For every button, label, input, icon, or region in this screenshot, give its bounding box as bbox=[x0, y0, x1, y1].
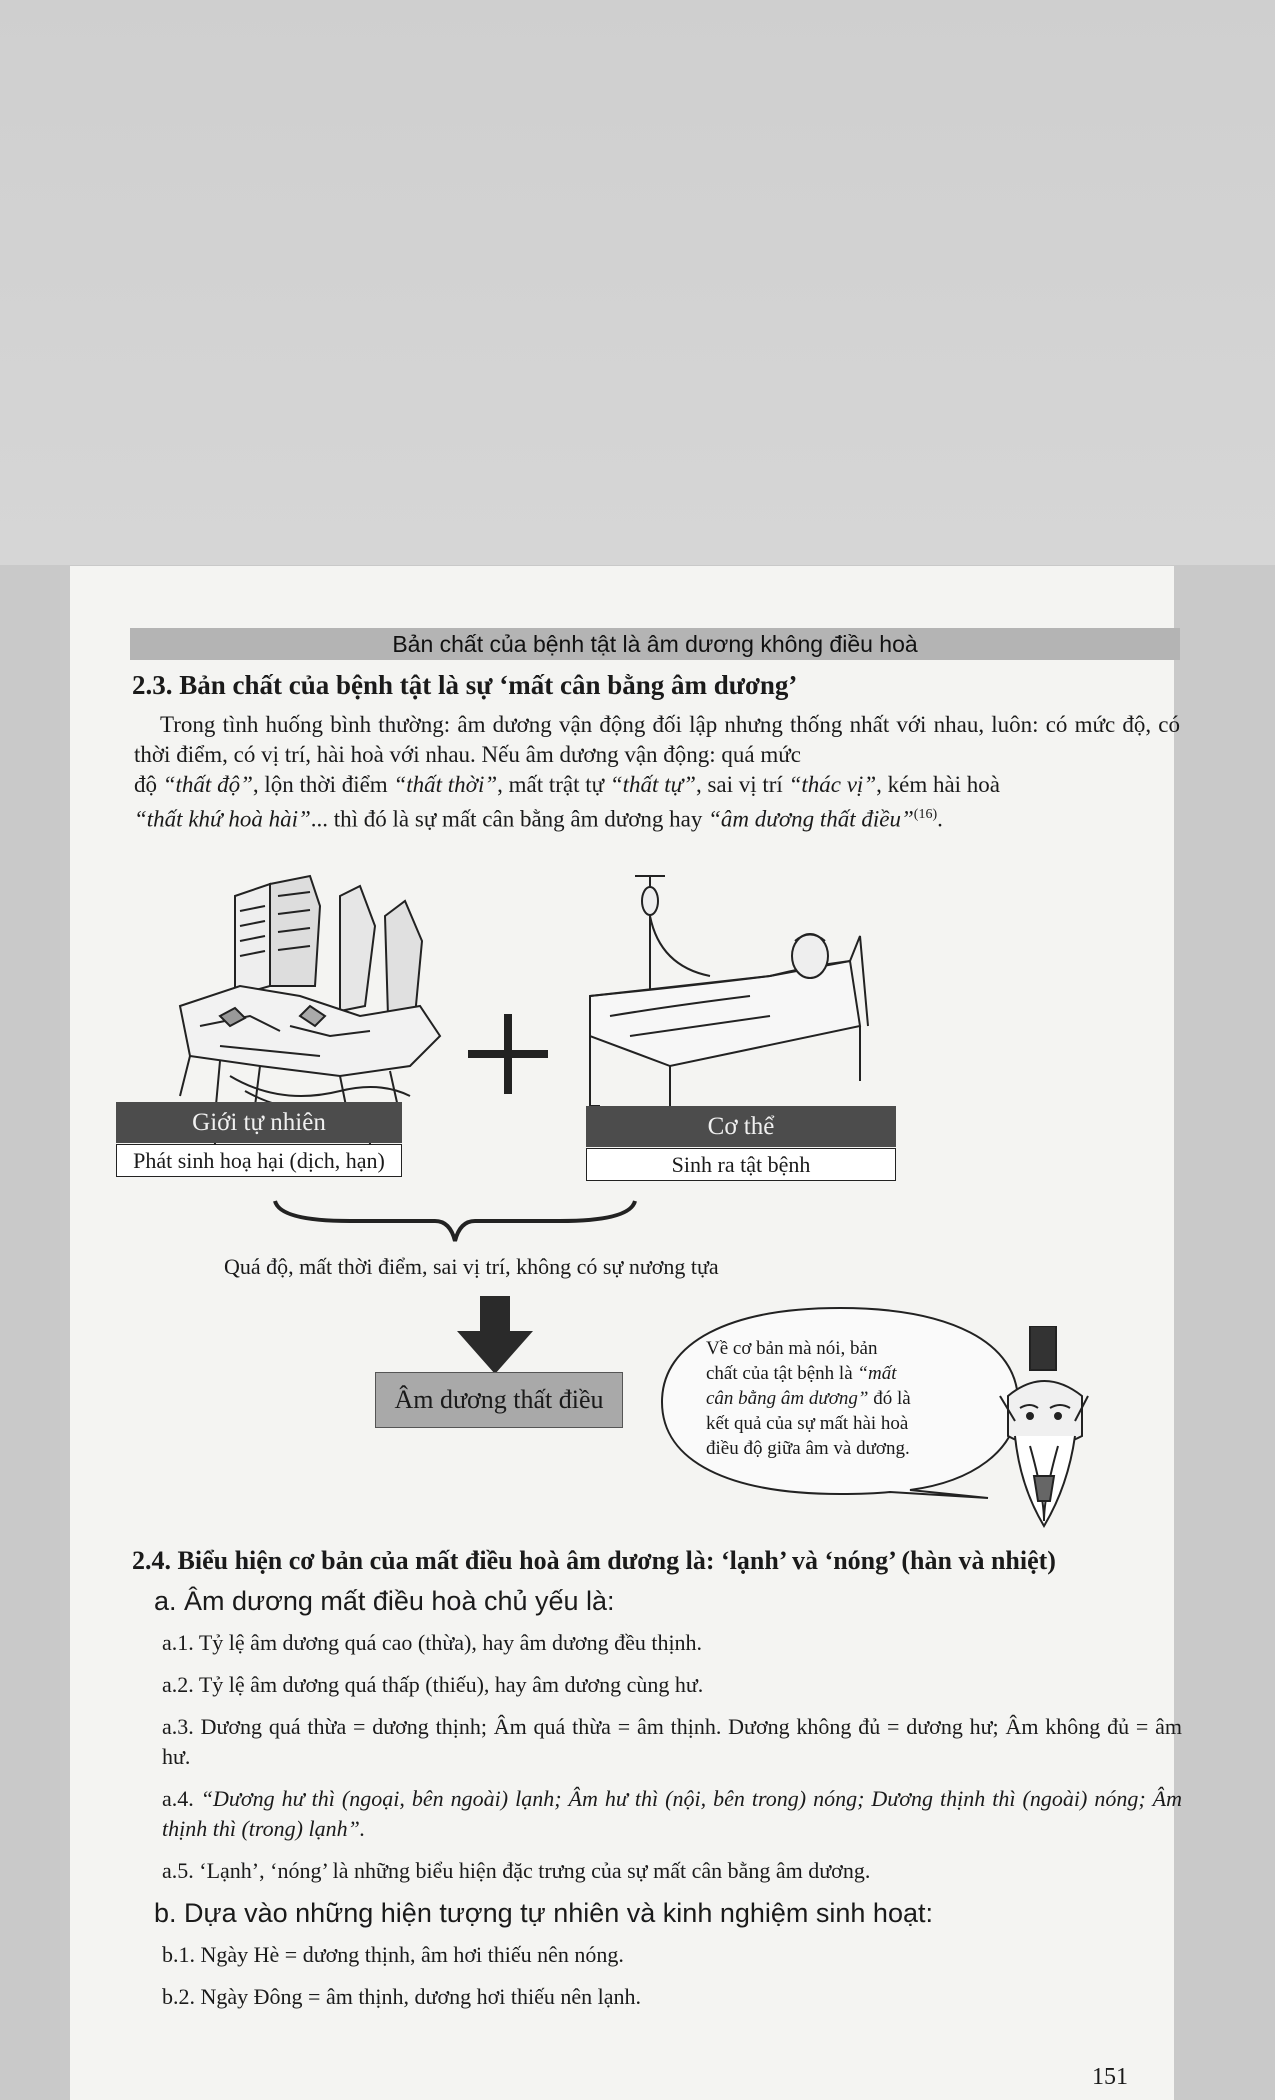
nature-title: Giới tự nhiên bbox=[116, 1102, 402, 1143]
down-arrow-icon bbox=[455, 1296, 535, 1376]
curly-brace-icon bbox=[270, 1196, 640, 1246]
nature-description: Phát sinh hoạ hại (dịch, hạn) bbox=[116, 1144, 402, 1177]
diagram-summary: Quá độ, mất thời điểm, sai vị trí, không có sự nương tựa bbox=[224, 1254, 719, 1279]
item-a3: a.3. Dương quá thừa = dương thịnh; Âm quá thừa = âm thịnh. Dương không đủ = dương hư; Âm không đủ = âm hư. bbox=[162, 1714, 1182, 1769]
section-2-3-heading: 2.3. Bản chất của bệnh tật là sự ‘mất cân bằng âm dương’ bbox=[132, 670, 798, 700]
list-a-title: a. Âm dương mất điều hoà chủ yếu là: bbox=[154, 1586, 615, 1616]
item-a4: a.4. “Dương hư thì (ngoại, bên ngoài) lạnh; Âm hư thì (nội, bên trong) nóng; Dương thịnh thì (ngoài) nóng; Âm thịnh thì (trong) lạnh”. bbox=[162, 1786, 1182, 1841]
result-box: Âm dương thất điều bbox=[375, 1372, 623, 1428]
item-b2: b.2. Ngày Đông = âm thịnh, dương hơi thiếu nên lạnh. bbox=[162, 1984, 641, 2009]
section-2-3-paragraph: Trong tình huống bình thường: âm dương vận động đối lập nhưng thống nhất với nhau, luôn: có mức độ, có thời điểm, có vị trí, hài hoà với nhau. Nếu âm dương vận động: quá mức độ “thất độ”, lộn thời điểm “thất thời”, mất trật tự “thất tự”, sai vị trí “thác vị”, kém hài hoà “thất khứ hoà hài”... thì đó là sự mất cân bằng âm dương hay “âm dương thất điều”$^{(16)}$. bbox=[134, 712, 1180, 832]
hospital-bed-illustration bbox=[570, 866, 870, 1116]
item-a2: a.2. Tỷ lệ âm dương quá thấp (thiếu), hay âm dương cùng hư. bbox=[162, 1672, 704, 1697]
bubble-text: Về cơ bản mà nói, bản chất của tật bệnh là “mất cân bằng âm dương” đó là kết quả của sự mất hài hoà điều độ giữa âm và dương. bbox=[706, 1338, 911, 1459]
item-a5: a.5. ‘Lạnh’, ‘nóng’ là những biểu hiện đặc trưng của sự mất cân bằng âm dương. bbox=[162, 1858, 871, 1883]
item-a1: a.1. Tỷ lệ âm dương quá cao (thừa), hay âm dương đều thịnh. bbox=[162, 1630, 703, 1655]
plus-sign bbox=[468, 1014, 548, 1094]
chapter-banner: Bản chất của bệnh tật là âm dương không điều hoà bbox=[130, 628, 1180, 660]
scan-background bbox=[0, 0, 1275, 565]
section-2-4-heading: 2.4. Biểu hiện cơ bản của mất điều hoà âm dương là: ‘lạnh’ và ‘nóng’ (hàn và nhiệt) bbox=[132, 1546, 1056, 1575]
page-number: 151 bbox=[1092, 2064, 1128, 2090]
old-scholar-figure bbox=[990, 1326, 1100, 1546]
book-page bbox=[70, 566, 1182, 2100]
body-title: Cơ thể bbox=[586, 1106, 896, 1147]
list-b-title: b. Dựa vào những hiện tượng tự nhiên và kinh nghiệm sinh hoạt: bbox=[154, 1898, 933, 1928]
item-b1: b.1. Ngày Hè = dương thịnh, âm hơi thiếu nên nóng. bbox=[162, 1942, 624, 1967]
body-description: Sinh ra tật bệnh bbox=[586, 1148, 896, 1181]
